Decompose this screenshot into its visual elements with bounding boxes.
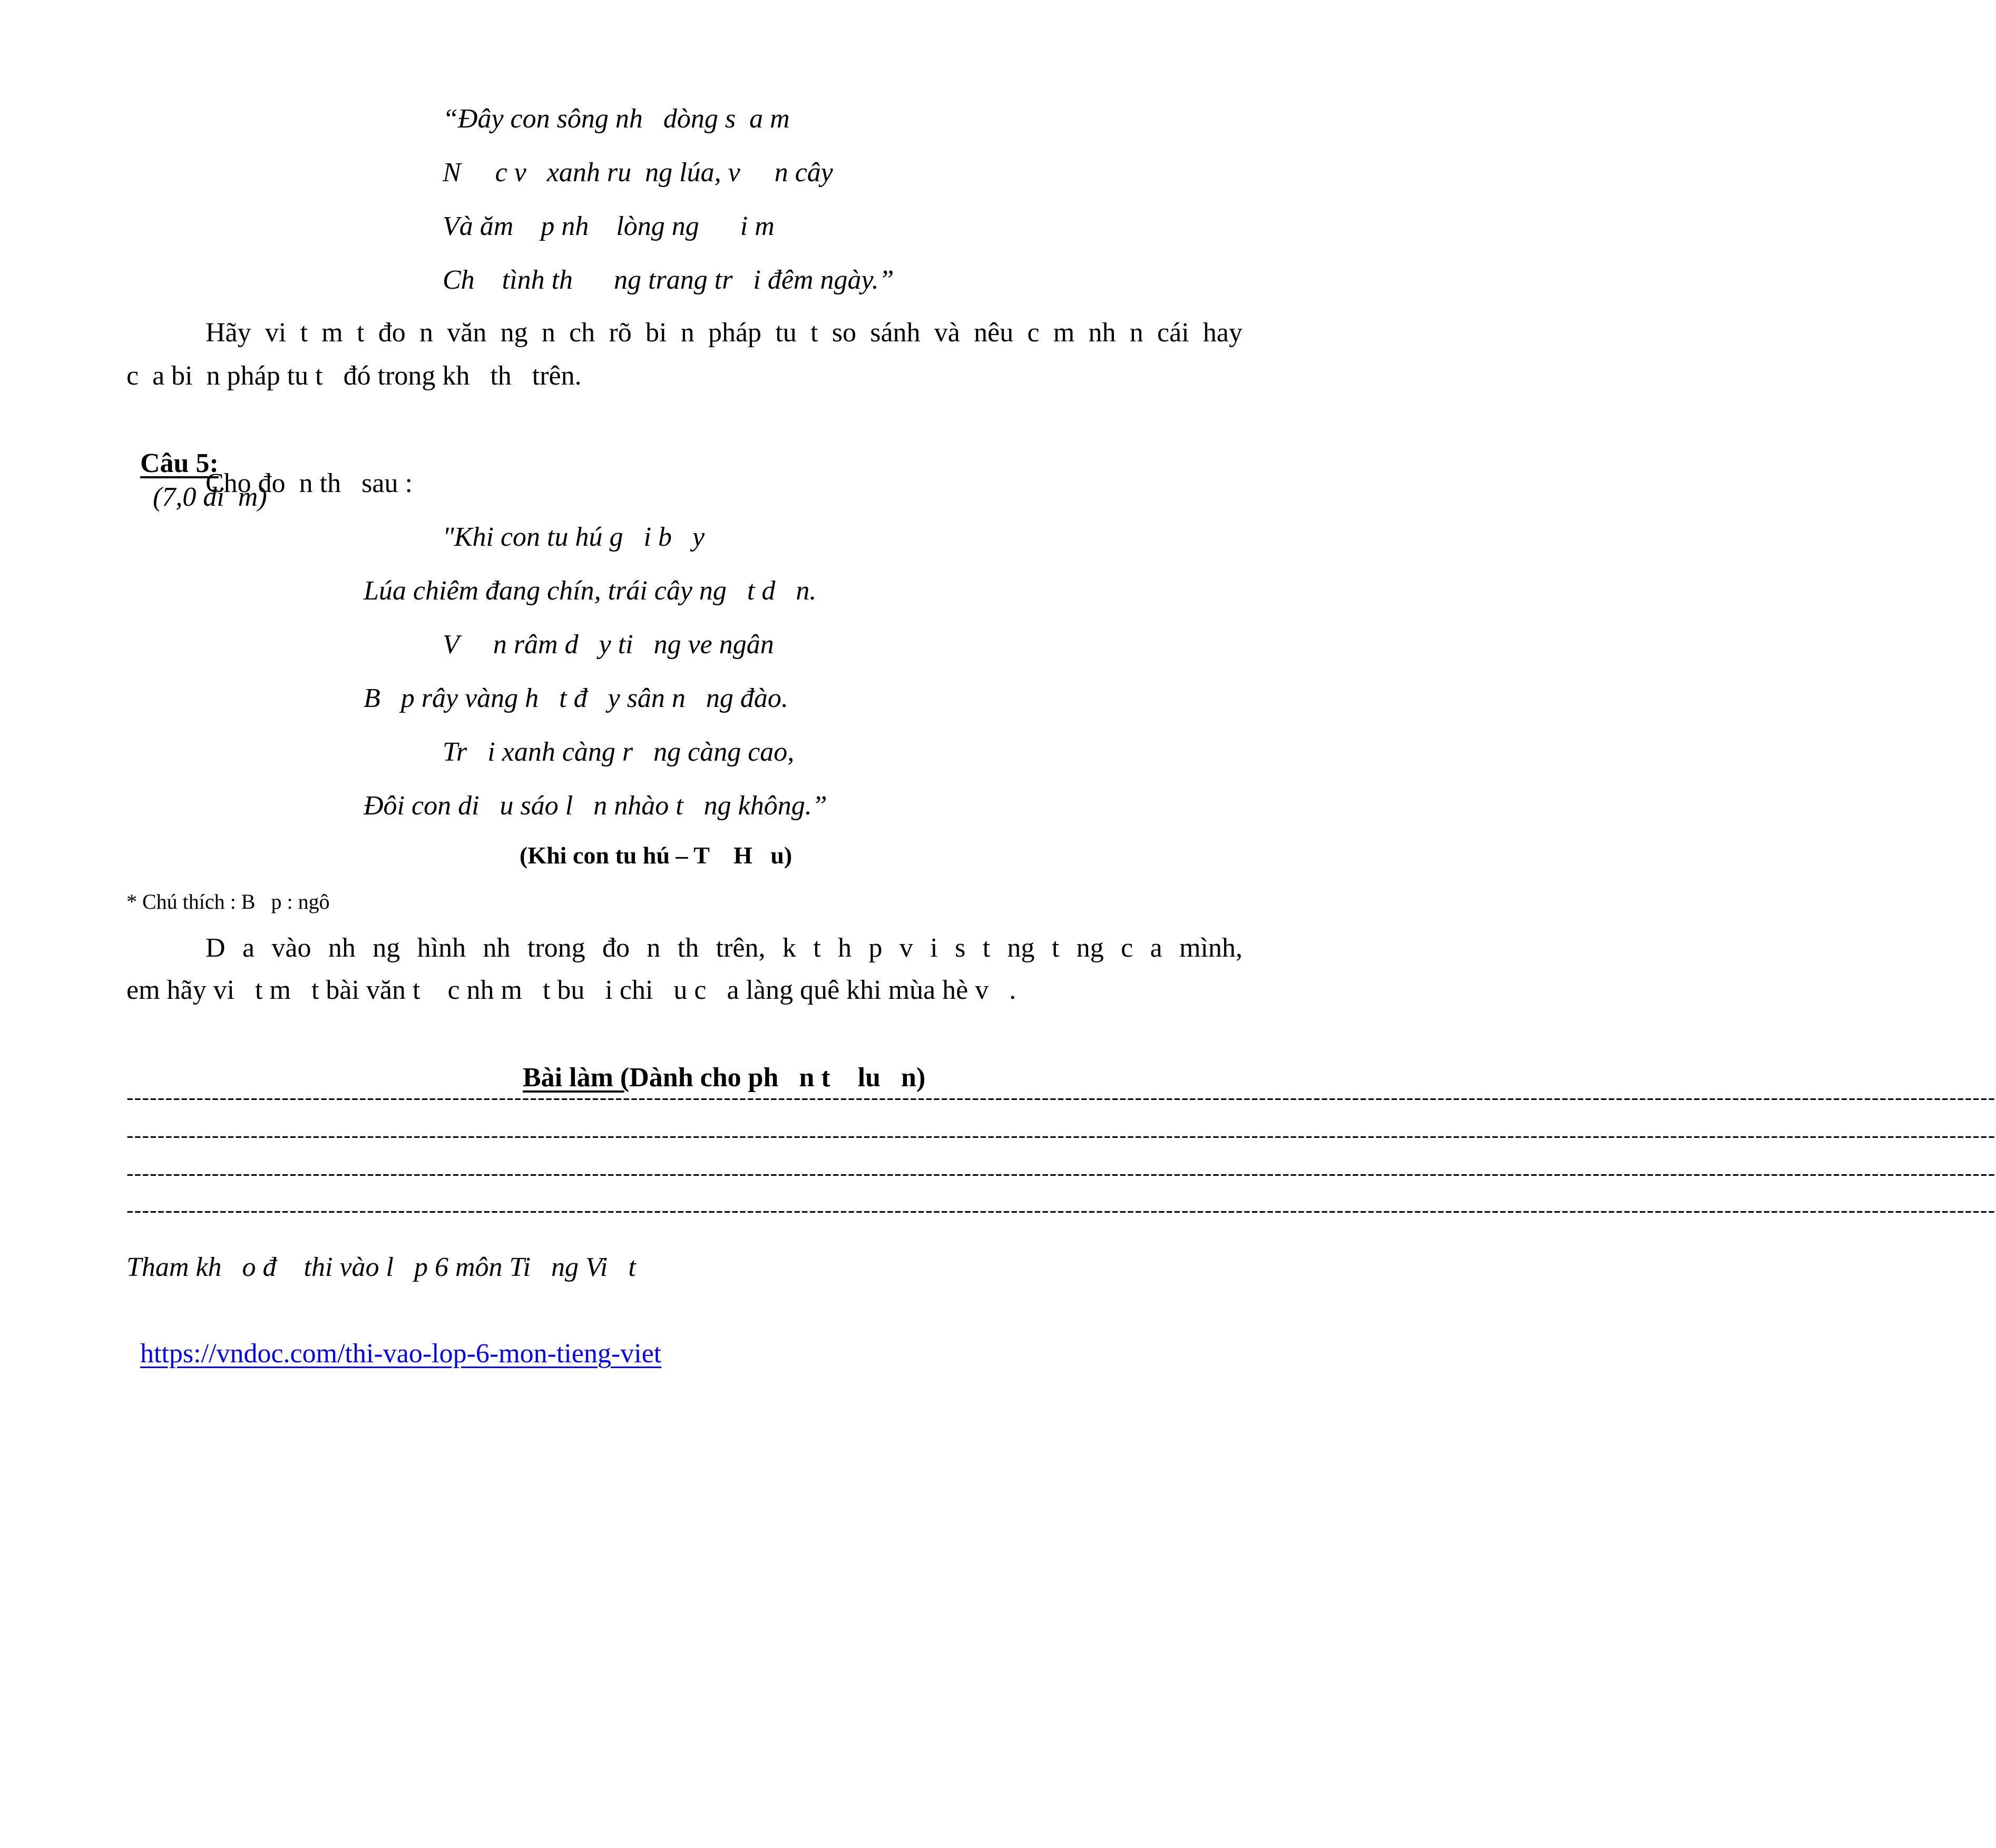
- task5-line-1: D a vào nh ng hình nh trong đo n th trên, k t h p v i s t ng t ng c a mình,: [206, 933, 1242, 963]
- poem2-line-4: B p rây vàng h t đ y sân n ng đào.: [364, 683, 788, 713]
- answer-line-1: -------------------------------------------------------------------------------------------------------------------------------------------------------------------------------------------------------------------------------------------------: [126, 1085, 1996, 1109]
- task5-line-2: em hãy vi t m t bài văn t c nh m t bu i chi u c a làng quê khi mùa hè v .: [126, 975, 1016, 1005]
- question-5-intro: Cho đo n th sau :: [206, 468, 413, 498]
- poem1-line-1: “Đây con sông nh dòng s a m: [443, 104, 790, 134]
- poem2-line-2: Lúa chiêm đang chín, trái cây ng t d n.: [364, 576, 817, 606]
- poem2-line-6: Đôi con di u sáo l n nhào t ng không.”: [364, 791, 827, 821]
- footnote: * Chú thích : B p : ngô: [126, 890, 330, 913]
- answer-line-2: -------------------------------------------------------------------------------------------------------------------------------------------------------------------------------------------------------------------------------------------------: [126, 1123, 1996, 1147]
- answer-line-3: -------------------------------------------------------------------------------------------------------------------------------------------------------------------------------------------------------------------------------------------------: [126, 1161, 1996, 1185]
- answer-heading-rest: Dành cho ph n t lu n): [629, 1063, 926, 1093]
- poem1-line-2: N c v xanh ru ng lúa, v n cây: [443, 158, 833, 188]
- question-5-points: (7,0 đi m): [153, 482, 267, 512]
- poem1-line-3: Và ăm p nh lòng ng i m: [443, 211, 775, 241]
- task4-line-2: c a bi n pháp tu t đó trong kh th trên.: [126, 361, 582, 391]
- poem2-line-5: Tr i xanh càng r ng càng cao,: [443, 737, 795, 767]
- answer-line-4: -------------------------------------------------------------------------------------------------------------------------------------------------------------------------------------------------------------------------------------------------: [126, 1198, 1996, 1222]
- poem2-line-1: "Khi con tu hú g i b y: [443, 522, 705, 552]
- answer-heading-prefix: Bài làm (: [523, 1063, 630, 1093]
- poem2-line-3: V n râm d y ti ng ve ngân: [443, 630, 774, 660]
- reference-link-wrapper: [126, 1303, 661, 1371]
- reference-text: Tham kh o đ thi vào l p 6 môn Ti ng Vi t: [126, 1252, 636, 1282]
- poem2-source: (Khi con tu hú – T H u): [520, 842, 792, 869]
- poem1-line-4: Ch tình th ng trang tr i đêm ngày.”: [443, 265, 894, 295]
- question-5-label: Câu 5:: [140, 448, 219, 478]
- reference-link[interactable]: https://vndoc.com/thi-vao-lop-6-mon-tieng-viet: [140, 1339, 662, 1369]
- task4-line-1: Hãy vi t m t đo n văn ng n ch rõ bi n pháp tu t so sánh và nêu c m nh n cái hay: [206, 318, 1242, 348]
